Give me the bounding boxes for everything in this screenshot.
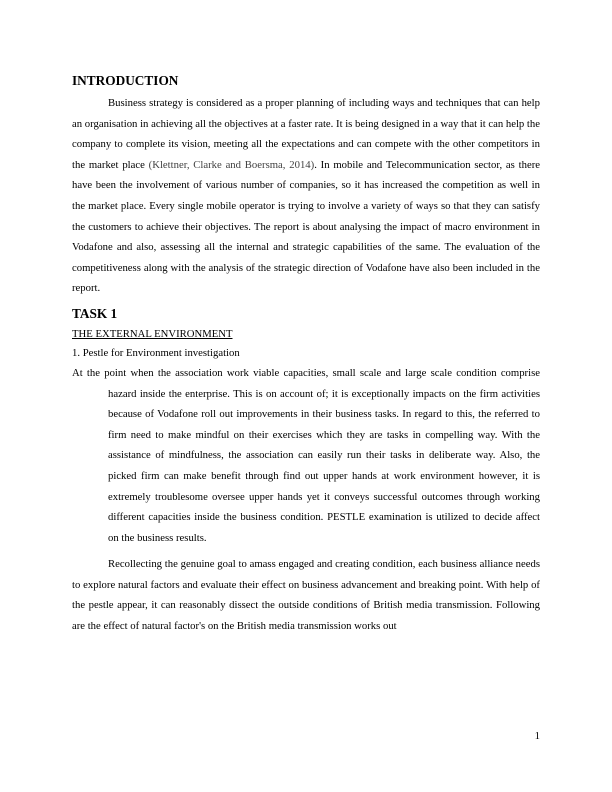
introduction-heading: INTRODUCTION (72, 73, 179, 88)
introduction-text-end: . In mobile and Telecommunication sector, as there have been the involvement of various number of companies, so it has increased the competition as well in the market place. Every single mobile operator is trying to involve a variety of ways so that they can satisfy the customers to achieve their objectives. The report is about analysing the impact of macro environment in Vodafone and also, assessing all the internal and strategic capabilities of the same. The evaluation of the competitiveness along with the analysis of the strategic direction of Vodafone have also been included in the report. (72, 158, 540, 295)
introduction-text-start: Business strategy is considered as a proper planning of including ways and techniques that can help an organisation in achieving all the objectives at a faster rate. It is being designed in a way that it can help the company to complete its vision, meeting all the expectations and can compete with the other competitors in the market place (72, 97, 540, 171)
pestle-subheading: 1. Pestle for Environment investigation (72, 346, 240, 359)
pestle-paragraph-2: Recollecting the genuine goal to amass engaged and creating condition, each business alliance needs to explore natural factors and evaluate their effect on business advancement and breaking point. With help of the pestle appear, it can reasonably dissect the outside conditions of British media transmission. Following are the effect of natural factor's on the British media transmission works out (72, 558, 540, 633)
pestle-paragraph-1: At the point when the association work viable capacities, small scale and large scale condition comprise hazard inside the enterprise. This is on account of; it is exceptionally impacts on the firm activities because of Vodafone roll out improvements in their business tasks. In regard to this, the referred to firm need to make mindful on their exercises which they are tasks in compelling way. With the assistance of mindfulness, the association can easily run their tasks in deliberate way. Also, the picked firm can make benefit through find out upper hands at work environment however, it is extremely troublesome oversee upper hands yet it conveys successful outcomes through working different capacities inside the business condition. PESTLE examination is utilized to decide affect on the business results. (72, 366, 540, 544)
citation: (Klettner, Clarke and Boersma, 2014) (148, 158, 315, 171)
task-1-heading: TASK 1 (72, 305, 118, 321)
page-content (72, 72, 540, 637)
page-number: 1 (534, 730, 540, 742)
external-environment-title: THE EXTERNAL ENVIRONMENT (72, 327, 233, 340)
introduction-paragraph (72, 93, 540, 299)
